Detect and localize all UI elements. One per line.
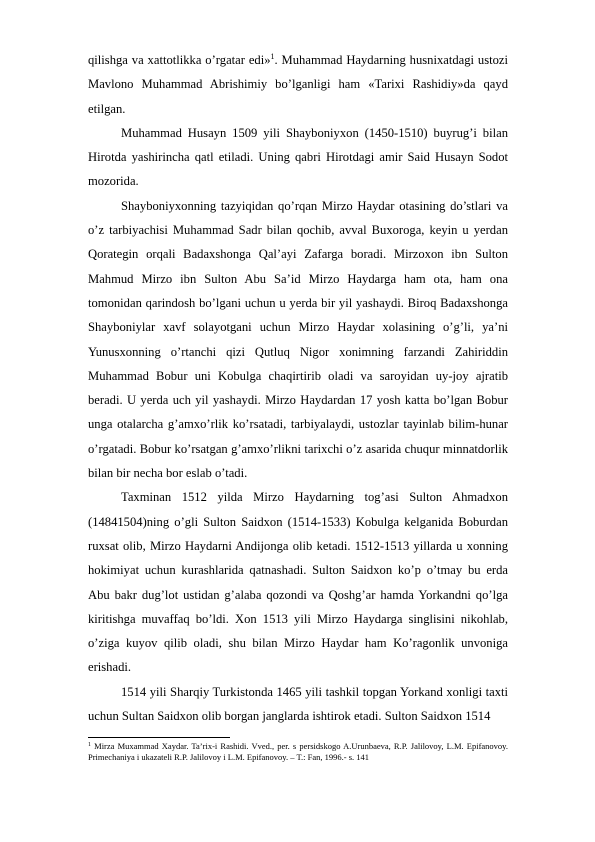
paragraph-1-text-end: . Muhammad Haydarning husnixatdagi ustozi Mavlono Muhammad Abrishimiy bo’lganligi ham «Tarixi Rashidiy»da qayd etilgan. [88,53,508,116]
footnote-divider [88,737,230,738]
paragraph-1-text-start: qilishga va xattotlikka o’rgatar edi» [88,53,271,67]
footnote-text: Mirza Muxammad Xaydar. Ta’rix-i Rashidi. Vved., per. s persidskogo A.Urunbaeva, R.P. Jalilovoy, L.M. Epifanovoy. Primechaniya i ukazateli R.P. Jalilovoy i L.M. Epifanovoy. – T.: Fan, 1996.- s. 141 [88,741,508,763]
paragraph-4: Taxminan 1512 yilda Mirzo Haydarning tog’asi Sulton Ahmadxon (14841504)ning o’gli Sulton Saidxon (1514-1533) Kobulga kelganida Boburdan ruxsat olib, Mirzo Haydarni Andijonga olib ketadi. 1512-1513 yillarda u xonning hokimiyat uchun kurashlarida qatnashadi. Sulton Saidxon ko’p o’tmay bu erda Abu bakr dug’lot ustidan g’alaba qozondi va Qoshg’ar hamda Yorkandni qo’lga kiritishga muvaffaq bo’ldi. Xon 1513 yili Mirzo Haydarga singlisini nikohlab, o’ziga kuyov qilib oladi, shu bilan Mirzo Haydar ham Ko’ragonlik unvoniga erishadi. [88,490,508,675]
paragraph-1 [88,48,508,121]
footnote-marker: 1 [88,742,91,748]
paragraph-5: 1514 yili Sharqiy Turkistonda 1465 yili tashkil topgan Yorkand xonligi taxti uchun Sultan Saidxon olib borgan janglarda ishtirok etadi. Sulton Saidxon 1514 [88,684,508,724]
body-text [88,48,508,728]
footnote-reference: 1 [270,52,275,61]
footnote [88,741,508,764]
paragraph-3: Shayboniyxonning tazyiqidan qo’rqan Mirzo Haydar otasining do’stlari va o’z tarbiyachisi Muhammad Sadr bilan qochib, avval Buxoroga, keyin u yerdan Qorategin orqali Badaxshonga Qal’ayi Zafarga boradi. Mirzoxon ibn Sulton Mahmud Mirzo ibn Sulton Abu Sa’id Mirzo Haydarga ham ota, ham ona tomonidan qarindosh bo’lgani uchun u yerda bir yil yashaydi. Biroq Badaxshonga Shayboniylar xavf solayotgani uchun Mirzo Haydar xolasining o’g’li, ya’ni Yunusxonning o’rtanchi qizi Qutluq Nigor xonimning farzandi Zahiriddin Muhammad Bobur uni Kobulga chaqirtirib oladi va saroyidan uy-joy ajratib beradi. U yerda uch yil yashaydi. Mirzo Haydardan 17 yosh katta bo’lgan Bobur unga otalarcha g’amxo’rlik ko’rsatadi, tarbiyalaydi, ustozlar tayinlab bilim-hunar o’rgatadi. Bobur ko’rsatgan g’amxo’rlikni tarixchi o’z asarida chuqur minnatdorlik bilan bir necha bor eslab o’tadi. [88,198,508,481]
paragraph-2: Muhammad Husayn 1509 yili Shayboniyxon (1450-1510) buyrug’i bilan Hirotda yashirincha qatl etiladi. Uning qabri Hirotdagi amir Said Husayn Sodot mozorida. [88,125,508,189]
